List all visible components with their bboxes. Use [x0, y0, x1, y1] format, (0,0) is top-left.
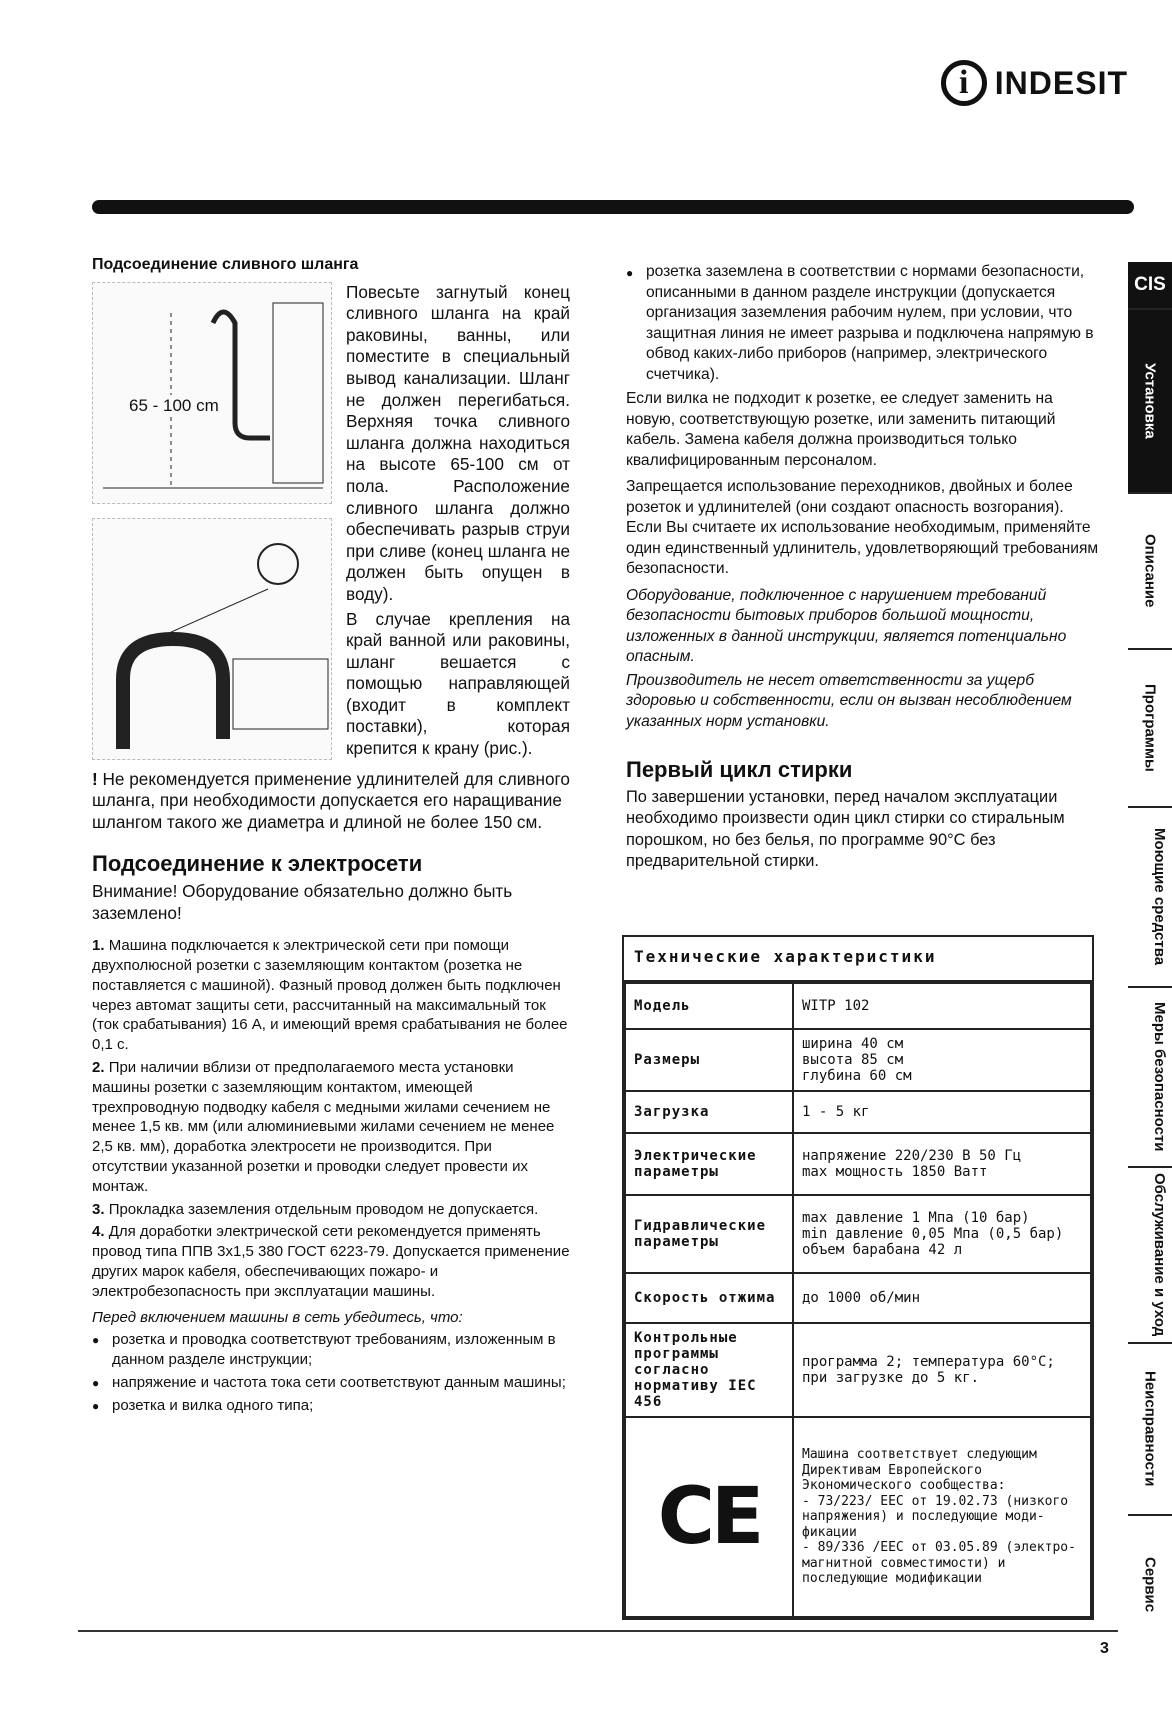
- danger-note: Оборудование, подключенное с нарушением требований безопасности бытовых приборов большой мощности, изложенных в данной инструкции, является потенциально опасным.: [626, 586, 1067, 665]
- tab-safety[interactable]: Меры безопасности: [1128, 986, 1172, 1166]
- table-row: Контрольные программы согласно нормативу IEC 456 программа 2; температура 60°С; при загрузке до 5 кг.: [625, 1323, 1091, 1417]
- adapters-paragraph: Запрещается использование переходников, двойных и более розеток и удлинителей (они создают опасность возгорания). Если Вы считаете их использование необходимым, применяйте один единственный удлинитель, удовлетворяющий требованиям безопасности.: [626, 478, 1099, 577]
- ce-mark-cell: [625, 1417, 793, 1617]
- tab-programs[interactable]: Программы: [1128, 648, 1172, 806]
- left-column: [92, 254, 570, 1419]
- before-bullet-2: ● напряжение и частота тока сети соответствуют данным машины;: [92, 1373, 570, 1393]
- tab-service[interactable]: Сервис: [1128, 1514, 1172, 1654]
- hose-guide-diagram: [93, 519, 331, 757]
- liability-note: Производитель не несет ответственности за ущерб здоровью и собственности, если он вызван несоблюдением указанных норм установки.: [626, 671, 1072, 730]
- table-row: Электрические параметры напряжение 220/230 В 50 Гц max мощность 1850 Ватт: [625, 1133, 1091, 1195]
- tab-troubleshooting[interactable]: Неисправности: [1128, 1342, 1172, 1514]
- tech-specs: [622, 935, 1094, 1620]
- tech-title: Технические характеристики: [624, 937, 1092, 982]
- tab-maintenance[interactable]: Обслуживание и уход: [1128, 1166, 1172, 1342]
- tech-table: [624, 982, 1092, 1618]
- electric-item-4: 4. Для доработки электрической сети рекомендуется применять провод типа ППВ 3х1,5 380 ГОСТ 6223-79. Допускается применение других марок кабеля, обеспечивающих пожаро- и электробезопасность при эксплуатации машины.: [92, 1223, 570, 1300]
- electric-items: [92, 936, 570, 1415]
- tab-cis[interactable]: CIS: [1128, 262, 1172, 308]
- ce-text: Машина соответствует следующим Директивам Европейского Экономического сообщества: - 73/223/ ЕЕС от 19.02.73 (низкого напряжения) и последующие моди-фикации - 89/336 /ЕЕС от 03.05.89 (электро-магнитной совместимости) и последующие модификации: [793, 1417, 1091, 1617]
- brand-logo: [941, 60, 1128, 106]
- drain-height-diagram: [93, 283, 331, 501]
- socket-bullet: ● розетка заземлена в соответствии с нормами безопасности, описанными в данном разделе инструкции (допускается организация заземления рабочим нулем, при условии, что защитная линия не имеет разрыва и подключена напрямую в обвод каких-либо приборов (например, электрического счетчика).: [626, 262, 1102, 385]
- table-row: Скорость отжима до 1000 об/мин: [625, 1273, 1091, 1323]
- brand-mark: i: [941, 60, 987, 106]
- table-row: [625, 1417, 1091, 1617]
- electric-attention: Внимание! Оборудование обязательно должно быть заземлено!: [92, 881, 513, 923]
- drain-text-2: В случае крепления на край ванной или раковины, шланг вешается с помощью направляющей (входит в комплект поставки), которая крепится к крану (рис.).: [346, 608, 570, 759]
- drain-title: Подсоединение сливного шланга: [92, 256, 359, 273]
- footer-rule: [78, 1630, 1118, 1632]
- before-bullet-1: ● розетка и проводка соответствуют требованиям, изложенным в данном разделе инструкции;: [92, 1330, 570, 1370]
- drain-height-figure: [92, 282, 332, 504]
- right-column: [626, 262, 1102, 876]
- page-number: 3: [1100, 1640, 1109, 1657]
- hose-guide-figure: [92, 518, 332, 760]
- tab-installation[interactable]: Установка: [1128, 308, 1172, 492]
- brand-name: INDESIT: [994, 64, 1128, 101]
- table-row: Гидравлические параметры max давление 1 Мпа (10 бар) min давление 0,05 Мпа (0,5 бар) объем барабана 42 л: [625, 1195, 1091, 1273]
- before-bullet-3: ● розетка и вилка одного типа;: [92, 1396, 570, 1416]
- electric-item-3: 3. Прокладка заземления отдельным проводом не допускается.: [92, 1200, 539, 1218]
- table-row: Загрузка 1 - 5 кг: [625, 1091, 1091, 1133]
- header-rule: [92, 200, 1134, 214]
- ce-mark: CE: [657, 1472, 761, 1562]
- electric-title: Подсоединение к электросети: [92, 851, 423, 877]
- height-label: 65 - 100 cm: [129, 395, 219, 415]
- drain-warning: ! Не рекомендуется применение удлинителей для сливного шланга, при необходимости допускается его наращивание шлангом такого же диаметра и длиной не более 150 см.: [92, 769, 570, 834]
- drain-text-1: Повесьте загнутый конец сливного шланга на край раковины, ванны, или поместите в специальный вывод канализации. Шланг не должен перегибаться. Верхняя точка сливного шланга должна находиться на высоте 65-100 см от пола. Расположение сливного шланга должно обеспечивать разрыв струи при сливе (конец шланга не должен быть опущен в воду).: [346, 281, 570, 604]
- table-row: Размеры ширина 40 см высота 85 см глубина 60 см: [625, 1029, 1091, 1091]
- before-title: Перед включением машины в сеть убедитесь, что:: [92, 1308, 463, 1326]
- electric-item-1: 1. Машина подключается к электрической сети при помощи двухполюсной розетки с заземляющим контактом (розетка не поставляется с машиной). Фазный провод должен быть подключен через автомат защиты сети, рассчитанный на максимальный ток (ток срабатывания) 16 А, и имеющий время срабатывания не более 0,1 с.: [92, 937, 568, 1054]
- tab-detergents[interactable]: Моющие средства: [1128, 806, 1172, 986]
- table-row: Модель WITP 102: [625, 983, 1091, 1029]
- first-cycle-text: По завершении установки, перед началом эксплуатации необходимо произвести один цикл стирки со стиральным порошком, но без белья, по программе 90°С без предварительной стирки.: [626, 787, 1065, 870]
- tab-description[interactable]: Описание: [1128, 492, 1172, 648]
- first-cycle-title: Первый цикл стирки: [626, 757, 853, 782]
- plug-paragraph: Если вилка не подходит к розетке, ее следует заменить на новую, соответствующую розетке, или заменить питающий кабель. Замена кабеля должна производиться только квалифицированным персоналом.: [626, 390, 1056, 469]
- electric-item-2: 2. При наличии вблизи от предполагаемого места установки машины розетки с заземляющим контактом, имеющей трехпроводную подводку кабеля с медными жилами сечением не менее 1,5 кв. мм (или алюминиевыми жилами сечением не менее 2,5 кв. мм), доработка электросети не производится. При отсутствии указанной розетки и проводки следует провести их монтаж.: [92, 1059, 555, 1195]
